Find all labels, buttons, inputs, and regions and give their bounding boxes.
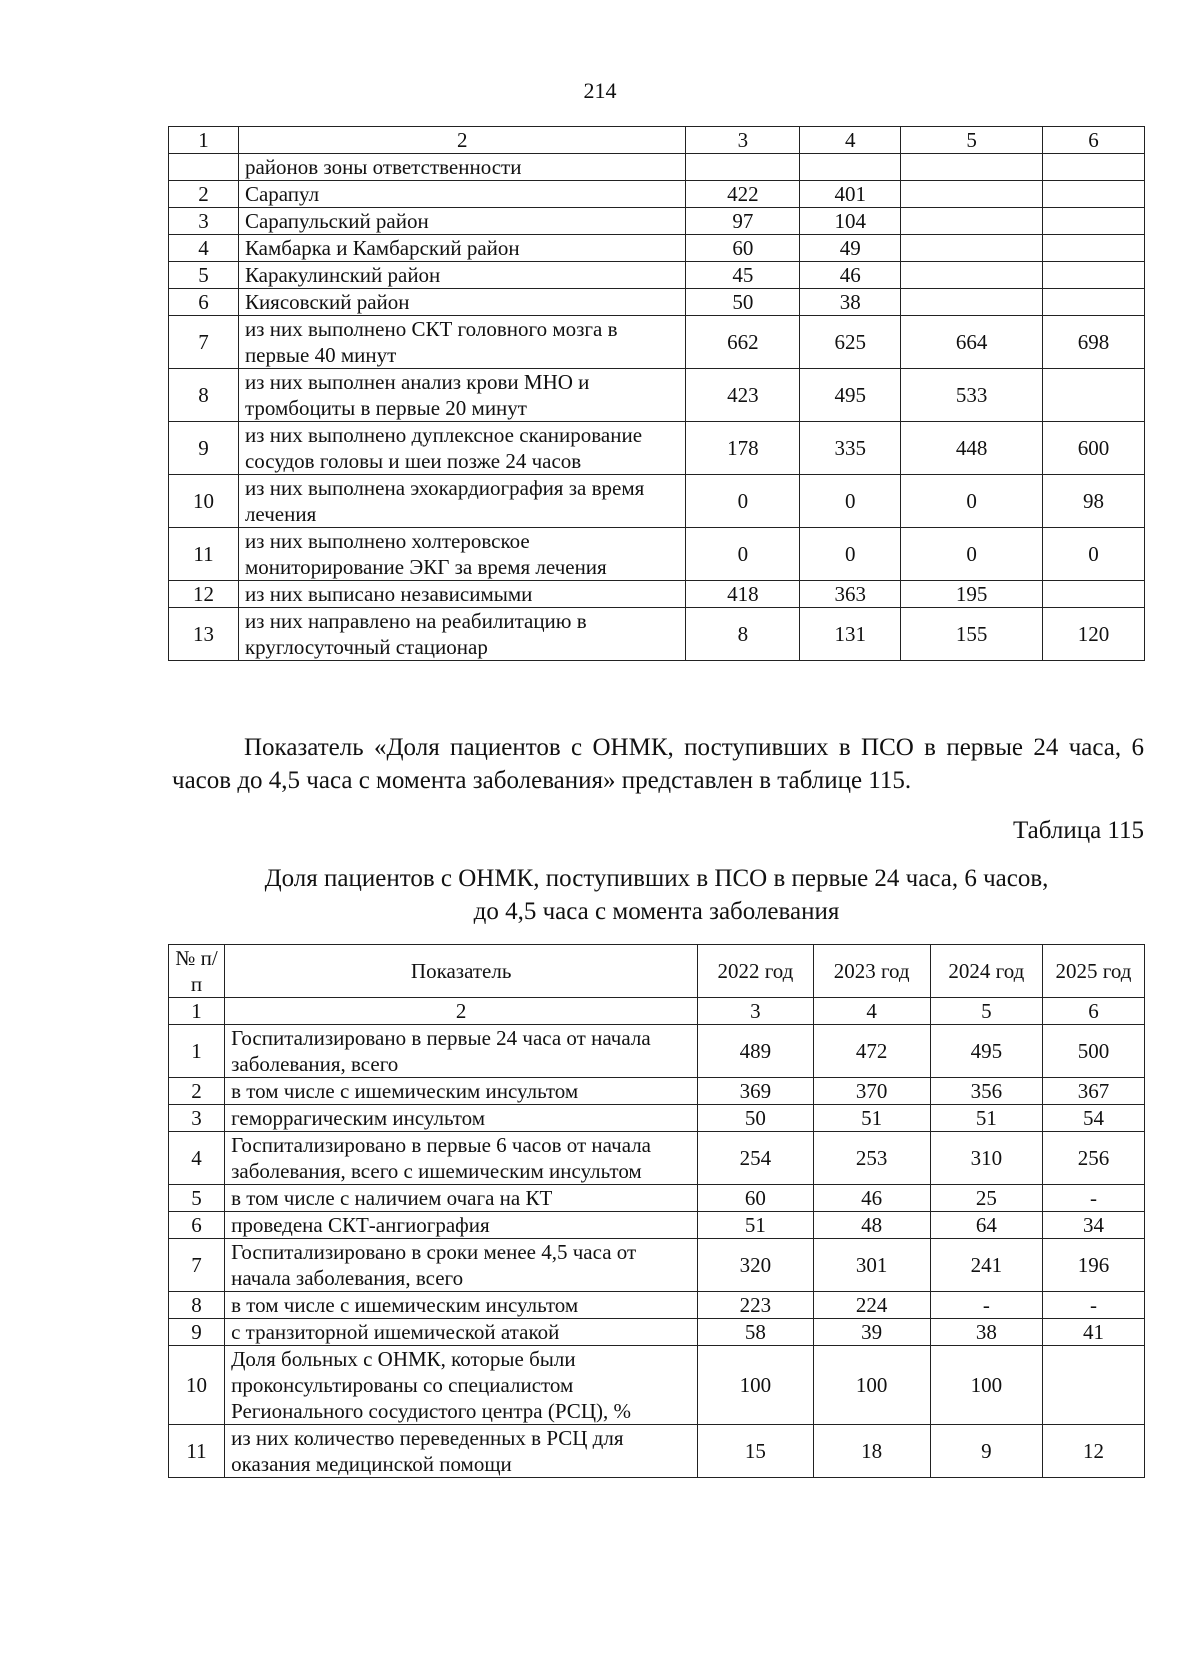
table-row — [169, 369, 1145, 422]
value-cell: 500 — [1042, 1025, 1144, 1078]
value-cell: 46 — [813, 1185, 930, 1212]
row-number-cell: 7 — [169, 316, 239, 369]
value-cell: 54 — [1042, 1105, 1144, 1132]
header-cell: 2024 год — [930, 945, 1042, 998]
value-cell — [1043, 581, 1145, 608]
value-cell — [901, 235, 1043, 262]
value-cell: 422 — [686, 181, 800, 208]
table-label: Таблица 115 — [1013, 817, 1144, 844]
row-number-cell — [169, 154, 239, 181]
value-cell: 472 — [813, 1025, 930, 1078]
row-number-cell: 2 — [169, 1078, 225, 1105]
value-cell: 301 — [813, 1239, 930, 1292]
table-title — [168, 862, 1145, 928]
value-cell: 60 — [698, 1185, 813, 1212]
indicator-cell: Сарапул — [238, 181, 686, 208]
value-cell: 401 — [800, 181, 901, 208]
indicator-cell: с транзиторной ишемической атакой — [225, 1319, 698, 1346]
value-cell: 369 — [698, 1078, 813, 1105]
value-cell: 625 — [800, 316, 901, 369]
indicator-cell: Киясовский район — [238, 289, 686, 316]
value-cell: 120 — [1043, 608, 1145, 661]
value-cell: 49 — [800, 235, 901, 262]
value-cell: 60 — [686, 235, 800, 262]
value-cell — [1043, 289, 1145, 316]
value-cell: 100 — [930, 1346, 1042, 1425]
column-number-cell: 6 — [1043, 127, 1145, 154]
value-cell: 367 — [1042, 1078, 1144, 1105]
value-cell: 418 — [686, 581, 800, 608]
table-header-row — [169, 127, 1145, 154]
value-cell — [800, 154, 901, 181]
table-row — [169, 262, 1145, 289]
indicator-cell: Госпитализировано в сроки менее 4,5 часа от начала заболевания, всего — [225, 1239, 698, 1292]
table-row — [169, 1239, 1145, 1292]
indicator-cell: из них выполнено холтеровское мониторирование ЭКГ за время лечения — [238, 528, 686, 581]
body-paragraph: Показатель «Доля пациентов с ОНМК, поступивших в ПСО в первые 24 часа, 6 часов до 4,5 часа с момента заболевания» представлен в таблице 115. — [172, 734, 1144, 794]
header-cell: 2025 год — [1042, 945, 1144, 998]
table-title-line: до 4,5 часа с момента заболевания — [473, 898, 840, 925]
value-cell: 104 — [800, 208, 901, 235]
value-cell — [901, 289, 1043, 316]
header-cell: 2022 год — [698, 945, 813, 998]
row-number-cell: 5 — [169, 1185, 225, 1212]
indicator-cell: Госпитализировано в первые 24 часа от начала заболевания, всего — [225, 1025, 698, 1078]
row-number-cell: 3 — [169, 208, 239, 235]
value-cell: 241 — [930, 1239, 1042, 1292]
row-number-cell: 13 — [169, 608, 239, 661]
table-row — [169, 1078, 1145, 1105]
value-cell: 662 — [686, 316, 800, 369]
value-cell: 38 — [800, 289, 901, 316]
indicator-cell: из них выполнен анализ крови МНО и тромбоциты в первые 20 минут — [238, 369, 686, 422]
table-row — [169, 475, 1145, 528]
indicator-cell: Доля больных с ОНМК, которые были проконсультированы со специалистом Регионального сосудистого центра (РСЦ), % — [225, 1346, 698, 1425]
value-cell: 45 — [686, 262, 800, 289]
indicator-cell: районов зоны ответственности — [238, 154, 686, 181]
row-number-cell: 9 — [169, 422, 239, 475]
column-number-cell: 3 — [686, 127, 800, 154]
column-number-cell: 4 — [813, 998, 930, 1025]
value-cell: 256 — [1042, 1132, 1144, 1185]
table-115 — [168, 944, 1145, 1478]
value-cell: 0 — [800, 475, 901, 528]
value-cell: 0 — [901, 475, 1043, 528]
value-cell: 34 — [1042, 1212, 1144, 1239]
value-cell: 363 — [800, 581, 901, 608]
column-number-cell: 3 — [698, 998, 813, 1025]
indicator-cell: Камбарка и Камбарский район — [238, 235, 686, 262]
value-cell — [1043, 235, 1145, 262]
value-cell: 253 — [813, 1132, 930, 1185]
value-cell: 195 — [901, 581, 1043, 608]
row-number-cell: 2 — [169, 181, 239, 208]
column-number-cell: 4 — [800, 127, 901, 154]
column-number-cell: 2 — [225, 998, 698, 1025]
value-cell — [1043, 181, 1145, 208]
value-cell — [901, 181, 1043, 208]
value-cell: 448 — [901, 422, 1043, 475]
value-cell: 664 — [901, 316, 1043, 369]
value-cell: 12 — [1042, 1425, 1144, 1478]
value-cell: - — [930, 1292, 1042, 1319]
row-number-cell: 6 — [169, 1212, 225, 1239]
row-number-cell: 10 — [169, 1346, 225, 1425]
value-cell — [1043, 369, 1145, 422]
value-cell: 100 — [698, 1346, 813, 1425]
table-row — [169, 528, 1145, 581]
value-cell: 131 — [800, 608, 901, 661]
row-number-cell: 12 — [169, 581, 239, 608]
value-cell: 97 — [686, 208, 800, 235]
value-cell: - — [1042, 1185, 1144, 1212]
indicator-cell: из них направлено на реабилитацию в круглосуточный стационар — [238, 608, 686, 661]
value-cell: 335 — [800, 422, 901, 475]
indicator-cell: Госпитализировано в первые 6 часов от начала заболевания, всего с ишемическим инсультом — [225, 1132, 698, 1185]
table-title-line: Доля пациентов с ОНМК, поступивших в ПСО в первые 24 часа, 6 часов, — [264, 865, 1049, 892]
value-cell: 356 — [930, 1078, 1042, 1105]
row-number-cell: 7 — [169, 1239, 225, 1292]
continued-table — [168, 126, 1145, 661]
value-cell: 9 — [930, 1425, 1042, 1478]
indicator-cell: из них выполнено СКТ головного мозга в первые 40 минут — [238, 316, 686, 369]
table-row — [169, 154, 1145, 181]
table-row — [169, 1292, 1145, 1319]
value-cell: 39 — [813, 1319, 930, 1346]
value-cell: 533 — [901, 369, 1043, 422]
value-cell: 495 — [930, 1025, 1042, 1078]
row-number-cell: 8 — [169, 369, 239, 422]
value-cell — [1043, 208, 1145, 235]
row-number-cell: 11 — [169, 1425, 225, 1478]
table-row — [169, 1212, 1145, 1239]
table-row — [169, 1025, 1145, 1078]
indicator-cell: в том числе с ишемическим инсультом — [225, 1078, 698, 1105]
value-cell: 0 — [901, 528, 1043, 581]
table-row — [169, 208, 1145, 235]
value-cell: 178 — [686, 422, 800, 475]
value-cell: 370 — [813, 1078, 930, 1105]
value-cell: 51 — [698, 1212, 813, 1239]
table-row — [169, 1105, 1145, 1132]
value-cell: 18 — [813, 1425, 930, 1478]
table-row — [169, 422, 1145, 475]
value-cell: 600 — [1043, 422, 1145, 475]
indicator-cell: проведена СКТ-ангиография — [225, 1212, 698, 1239]
table-header-row — [169, 945, 1145, 998]
column-numbering-row — [169, 998, 1145, 1025]
table-row — [169, 1346, 1145, 1425]
value-cell: 41 — [1042, 1319, 1144, 1346]
value-cell: 320 — [698, 1239, 813, 1292]
value-cell: 223 — [698, 1292, 813, 1319]
column-number-cell: 6 — [1042, 998, 1144, 1025]
value-cell: 0 — [686, 475, 800, 528]
row-number-cell: 10 — [169, 475, 239, 528]
value-cell — [1043, 154, 1145, 181]
value-cell: 8 — [686, 608, 800, 661]
value-cell: - — [1042, 1292, 1144, 1319]
value-cell: 48 — [813, 1212, 930, 1239]
value-cell: 64 — [930, 1212, 1042, 1239]
table-row — [169, 608, 1145, 661]
column-number-cell: 2 — [238, 127, 686, 154]
row-number-cell: 6 — [169, 289, 239, 316]
indicator-cell: в том числе с наличием очага на КТ — [225, 1185, 698, 1212]
column-number-cell: 5 — [930, 998, 1042, 1025]
indicator-cell: из них выписано независимыми — [238, 581, 686, 608]
row-number-cell: 3 — [169, 1105, 225, 1132]
indicator-cell: Каракулинский район — [238, 262, 686, 289]
column-number-cell: 1 — [169, 127, 239, 154]
value-cell: 423 — [686, 369, 800, 422]
column-number-cell: 5 — [901, 127, 1043, 154]
value-cell — [686, 154, 800, 181]
value-cell: 50 — [686, 289, 800, 316]
table-row — [169, 235, 1145, 262]
indicator-cell: в том числе с ишемическим инсультом — [225, 1292, 698, 1319]
value-cell: 50 — [698, 1105, 813, 1132]
table-row — [169, 1132, 1145, 1185]
value-cell: 98 — [1043, 475, 1145, 528]
header-cell: Показатель — [225, 945, 698, 998]
row-number-cell: 5 — [169, 262, 239, 289]
row-number-cell: 8 — [169, 1292, 225, 1319]
value-cell: 0 — [800, 528, 901, 581]
value-cell: 224 — [813, 1292, 930, 1319]
row-number-cell: 1 — [169, 1025, 225, 1078]
table-row — [169, 1185, 1145, 1212]
value-cell: 495 — [800, 369, 901, 422]
value-cell: 196 — [1042, 1239, 1144, 1292]
indicator-cell: геморрагическим инсультом — [225, 1105, 698, 1132]
value-cell: 46 — [800, 262, 901, 289]
table-row — [169, 1425, 1145, 1478]
value-cell: 0 — [1043, 528, 1145, 581]
row-number-cell: 11 — [169, 528, 239, 581]
value-cell: 310 — [930, 1132, 1042, 1185]
value-cell — [901, 154, 1043, 181]
row-number-cell: 4 — [169, 235, 239, 262]
indicator-cell: из них выполнена эхокардиография за время лечения — [238, 475, 686, 528]
page-number: 214 — [583, 78, 617, 103]
value-cell: 25 — [930, 1185, 1042, 1212]
indicator-cell: Сарапульский район — [238, 208, 686, 235]
table-row — [169, 181, 1145, 208]
table-row — [169, 1319, 1145, 1346]
value-cell: 51 — [813, 1105, 930, 1132]
table-row — [169, 581, 1145, 608]
header-cell: № п/п — [169, 945, 225, 998]
value-cell — [901, 262, 1043, 289]
value-cell: 38 — [930, 1319, 1042, 1346]
table-row — [169, 289, 1145, 316]
value-cell: 100 — [813, 1346, 930, 1425]
value-cell: 0 — [686, 528, 800, 581]
indicator-cell: из них выполнено дуплексное сканирование сосудов головы и шеи позже 24 часов — [238, 422, 686, 475]
value-cell: 698 — [1043, 316, 1145, 369]
column-number-cell: 1 — [169, 998, 225, 1025]
value-cell: 254 — [698, 1132, 813, 1185]
value-cell: 15 — [698, 1425, 813, 1478]
value-cell: 58 — [698, 1319, 813, 1346]
value-cell: 155 — [901, 608, 1043, 661]
value-cell: 51 — [930, 1105, 1042, 1132]
value-cell — [901, 208, 1043, 235]
value-cell — [1042, 1346, 1144, 1425]
value-cell: 489 — [698, 1025, 813, 1078]
indicator-cell: из них количество переведенных в РСЦ для оказания медицинской помощи — [225, 1425, 698, 1478]
header-cell: 2023 год — [813, 945, 930, 998]
row-number-cell: 9 — [169, 1319, 225, 1346]
table-row — [169, 316, 1145, 369]
row-number-cell: 4 — [169, 1132, 225, 1185]
value-cell — [1043, 262, 1145, 289]
